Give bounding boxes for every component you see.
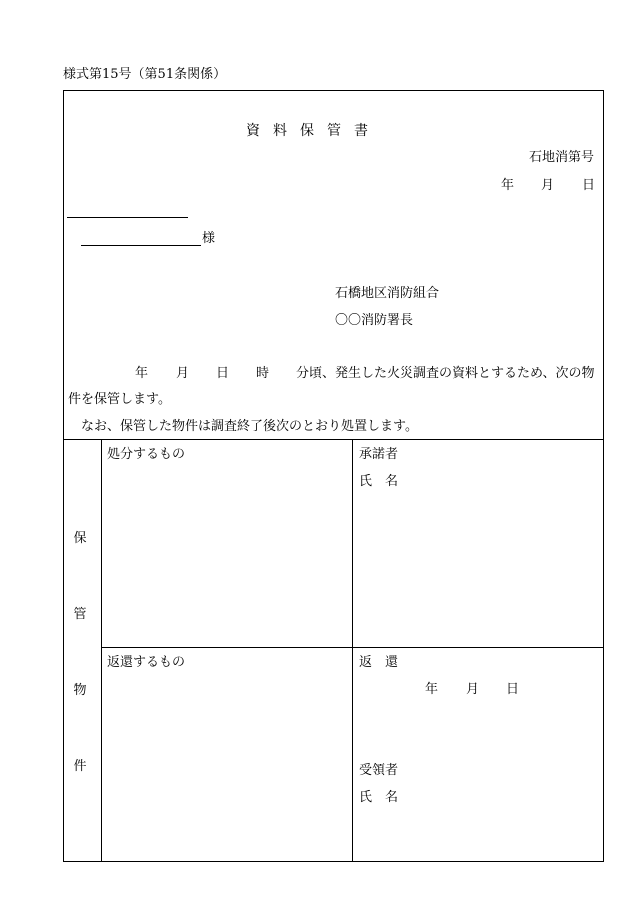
date-day: 日 — [582, 178, 596, 193]
date-month: 月 — [541, 178, 555, 193]
table-row-divider — [101, 647, 604, 648]
table-top-border — [63, 439, 604, 440]
return-date-day: 日 — [506, 682, 520, 697]
disposal-approver-label: 承諾者 — [359, 447, 399, 462]
form-label: 様式第15号（第51条関係） — [63, 67, 227, 82]
return-label: 返還するもの — [107, 655, 186, 670]
recipient-name-line — [81, 245, 201, 246]
document-number: 石地消第号 — [529, 150, 595, 165]
body-unit-day: 日 — [216, 366, 230, 381]
side-label-char-2: 管 — [73, 607, 87, 622]
side-label-char-4: 件 — [73, 759, 87, 774]
disposal-label: 処分するもの — [107, 447, 186, 462]
document-title: 資料保管書 — [246, 123, 381, 139]
body-line3: なお、保管した物件は調査終了後次のとおり処置します。 — [81, 419, 418, 434]
return-name-label: 氏 名 — [359, 790, 399, 805]
return-date-year: 年 — [425, 682, 439, 697]
issuer-organization: 石橋地区消防組合 — [335, 286, 440, 301]
body-line2: 件を保管します。 — [68, 392, 171, 407]
disposal-name-label: 氏 名 — [359, 474, 399, 489]
body-line1: 分頃、発生した火災調査の資料とするため、次の物 — [296, 366, 595, 381]
return-receiver-label: 受領者 — [359, 763, 399, 778]
issuer-office: 〇〇消防署長 — [335, 313, 414, 328]
body-unit-year: 年 — [135, 366, 149, 381]
body-unit-month: 月 — [176, 366, 190, 381]
return-status-label: 返 還 — [359, 655, 399, 670]
recipient-suffix: 様 — [202, 231, 216, 246]
side-label-char-3: 物 — [73, 683, 87, 698]
table-column-divider — [352, 439, 353, 862]
document-frame — [63, 90, 604, 862]
date-year: 年 — [501, 178, 515, 193]
side-label-char-1: 保 — [73, 531, 87, 546]
recipient-blank-line — [67, 217, 188, 218]
table-side-divider — [101, 439, 102, 862]
body-unit-hour: 時 — [256, 366, 270, 381]
return-date-month: 月 — [466, 682, 480, 697]
